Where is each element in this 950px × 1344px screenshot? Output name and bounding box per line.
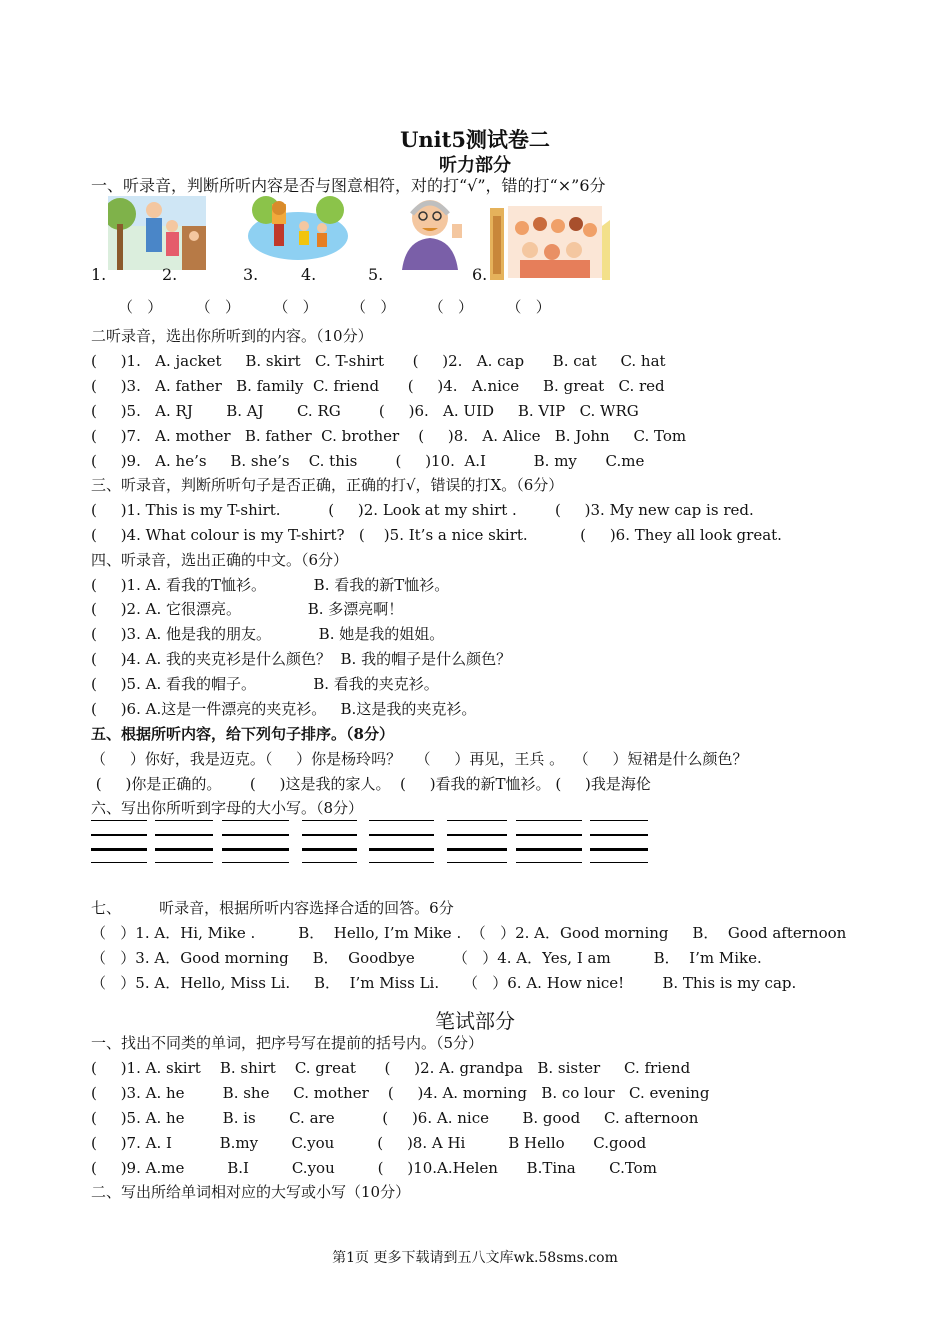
written-heading: 笔试部分: [435, 1009, 515, 1033]
section3-row: ( )4. What colour is my T-shirt? ( )5. It’s a nice skirt. ( )6. They all look great.: [91, 526, 782, 544]
family-photo-picture-4: [490, 206, 610, 280]
section2-row: ( )3. A. father B. family C. friend ( )4. A.nice B. great C. red: [91, 377, 665, 395]
section7-row: （ ）3. A．Good morning B． Goodbye （ ）4. A．Yes, I am B． I’m Mike.: [91, 949, 762, 967]
writing-cell: [590, 820, 648, 866]
section2-row: ( )7. A. mother B. father C. brother ( )8. A. Alice B. John C. Tom: [91, 427, 687, 445]
page-title: Unit5测试卷二: [400, 127, 550, 152]
writing-cell: [447, 820, 507, 866]
writing-cell: [516, 820, 582, 866]
section5-row: （ ）你好，我是迈克。（ ）你是杨玲吗？ （ ）再见，王兵 。 （ ）短裙是什么颜色？: [91, 750, 748, 768]
picture-number-3: 3.: [243, 265, 259, 284]
section7-instruction: 七、 听录音，根据所听内容选择合适的回答。6分: [91, 899, 454, 917]
grandpa-picture-3: [396, 194, 462, 270]
written1-row: ( )7. A. I B.my C.you ( )8. A Hi B Hello C.good: [91, 1134, 647, 1152]
section5-instruction: 五、根据所听内容，给下列句子排序。（8分）: [91, 725, 394, 743]
picture-number-4: 4.: [301, 265, 317, 284]
picture-number-5: 5.: [368, 265, 384, 284]
section4-row: ( )4. A. 我的夹克衫是什么颜色？ B. 我的帽子是什么颜色？: [91, 650, 512, 668]
section4-row: ( )3. A. 他是我的朋友。 B. 她是我的姐姐。: [91, 625, 445, 643]
section2-row: ( )1. A. jacket B. skirt C. T-shirt ( )2. A. cap B. cat C. hat: [91, 352, 666, 370]
written2-instruction: 二、写出所给单词相对应的大写或小写（10分）: [91, 1183, 411, 1201]
section7-row: （ ）1. A．Hi, Mike . B． Hello, I’m Mike . （ ）2. A．Good morning B． Good afternoon: [91, 924, 847, 942]
section4-row: ( )1. A. 看我的T恤衫。 B. 看我的新T恤衫。: [91, 576, 450, 594]
writing-cell: [222, 820, 289, 866]
written1-row: ( )1. A. skirt B. shirt C. great ( )2. A. grandpa B. sister C. friend: [91, 1059, 691, 1077]
page-footer: 第1页 更多下载请到五八文库wk.58sms.com: [332, 1250, 618, 1266]
written1-row: ( )9. A.me B.I C.you ( )10.A.Helen B.Tina C.Tom: [91, 1159, 657, 1177]
picture-number-6: 6.: [472, 265, 488, 284]
writing-cell: [155, 820, 213, 866]
picture-number-1: 1.: [91, 265, 107, 284]
writing-cell: [302, 820, 357, 866]
party-picture-2: [248, 196, 348, 262]
section2-row: ( )5. A. RJ B. AJ C. RG ( )6. A. UID B. VIP C. WRG: [91, 402, 639, 420]
writing-cell: [91, 820, 147, 866]
section6-instruction: 六、写出你所听到字母的大小写。（8分）: [91, 799, 364, 817]
section3-row: ( )1. This is my T-shirt. ( )2. Look at my shirt . ( )3. My new cap is red.: [91, 501, 754, 519]
section2-row: ( )9. A. he’s B. she’s C. this ( )10. A.I B. my C.me: [91, 452, 645, 470]
section1-instruction: 一、听录音，判断所听内容是否与图意相符，对的打“√”，错的打“×”6分: [91, 176, 606, 195]
section4-row: ( )2. A. 它很漂亮。 B. 多漂亮啊！: [91, 600, 404, 618]
listening-heading: 听力部分: [439, 155, 511, 176]
family-picture-1: [108, 196, 206, 270]
section4-row: ( )6. A.这是一件漂亮的夹克衫。 B.这是我的夹克衫。: [91, 700, 477, 718]
answer-blanks: （ ） （ ） （ ） （ ） （ ） （ ）: [118, 298, 551, 316]
written1-instruction: 一、找出不同类的单词，把序号写在提前的括号内。（5分）: [91, 1034, 484, 1052]
written1-row: ( )5. A. he B. is C. are ( )6. A. nice B. good C. afternoon: [91, 1109, 699, 1127]
section3-instruction: 三、听录音，判断所听句子是否正确，正确的打√，错误的打X。（6分）: [91, 476, 564, 494]
section4-row: ( )5. A. 看我的帽子。 B. 看我的夹克衫。: [91, 675, 439, 693]
section5-row: ( )你是正确的。 ( )这是我的家人。 ( )看我的新T恤衫。 ( )我是海伦: [91, 775, 651, 793]
section7-row: （ ）5. A．Hello, Miss Li. B． I’m Miss Li. （ ）6. A. How nice! B. This is my cap.: [91, 974, 797, 992]
written1-row: ( )3. A. he B. she C. mother ( )4. A. morning B. co lour C. evening: [91, 1084, 710, 1102]
section2-instruction: 二听录音，选出你所听到的内容。（10分）: [91, 327, 373, 345]
letter-writing-lines: [91, 820, 651, 870]
section4-instruction: 四、听录音，选出正确的中文。（6分）: [91, 551, 349, 569]
writing-cell: [369, 820, 434, 866]
picture-number-2: 2.: [162, 265, 178, 284]
